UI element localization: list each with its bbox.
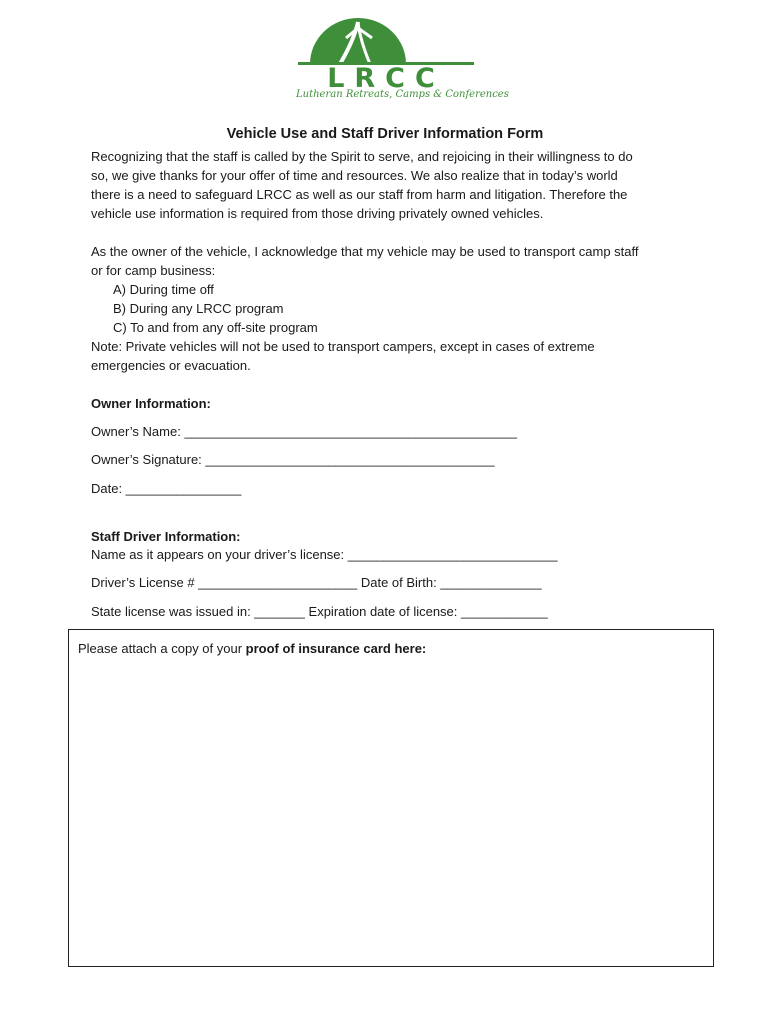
insurance-instruction <box>78 641 426 656</box>
intro-line-3: there is a need to safeguard LRCC as well as our staff from harm and litigation. Therefore the <box>91 187 628 202</box>
license-state-expiration-field[interactable]: State license was issued in: _______ Expiration date of license: ____________ <box>91 604 548 619</box>
ack-item-b: B) During any LRCC program <box>113 301 284 316</box>
license-name-field[interactable]: Name as it appears on your driver’s license: _____________________________ <box>91 547 558 562</box>
logo-subtitle: Lutheran Retreats, Camps & Conferences <box>296 89 509 100</box>
lrcc-logo <box>296 12 509 107</box>
note-line-1: Note: Private vehicles will not be used to transport campers, except in cases of extreme <box>91 339 595 354</box>
logo-letters: LRCC <box>327 63 445 90</box>
ack-item-c: C) To and from any off-site program <box>113 320 318 335</box>
ack-line-1: As the owner of the vehicle, I acknowledge that my vehicle may be used to transport camp staff <box>91 244 639 259</box>
insurance-instruction-bold: proof of insurance card here: <box>245 641 427 656</box>
note-line-2: emergencies or evacuation. <box>91 358 251 373</box>
staff-heading: Staff Driver Information: <box>91 529 241 544</box>
intro-line-2: so, we give thanks for your offer of time and resources. We also realize that in today’s world <box>91 168 618 183</box>
owner-heading: Owner Information: <box>91 396 211 411</box>
license-number-dob-field[interactable]: Driver’s License # ______________________ Date of Birth: ______________ <box>91 575 542 590</box>
owner-name-field[interactable]: Owner’s Name: ______________________________________________ <box>91 424 518 439</box>
intro-line-4: vehicle use information is required from those driving privately owned vehicles. <box>91 206 544 221</box>
intro-line-1: Recognizing that the staff is called by the Spirit to serve, and rejoicing in their willingness to do <box>91 149 633 164</box>
ack-item-a: A) During time off <box>113 282 214 297</box>
ack-line-2: or for camp business: <box>91 263 216 278</box>
owner-signature-field[interactable]: Owner’s Signature: ________________________________________ <box>91 452 495 467</box>
insurance-instruction-prefix: Please attach a copy of your <box>78 641 246 656</box>
insurance-attachment-box[interactable] <box>68 629 714 967</box>
page-title: Vehicle Use and Staff Driver Information Form <box>226 126 544 142</box>
owner-date-field[interactable]: Date: ________________ <box>91 481 242 496</box>
logo-graphic <box>296 12 476 90</box>
